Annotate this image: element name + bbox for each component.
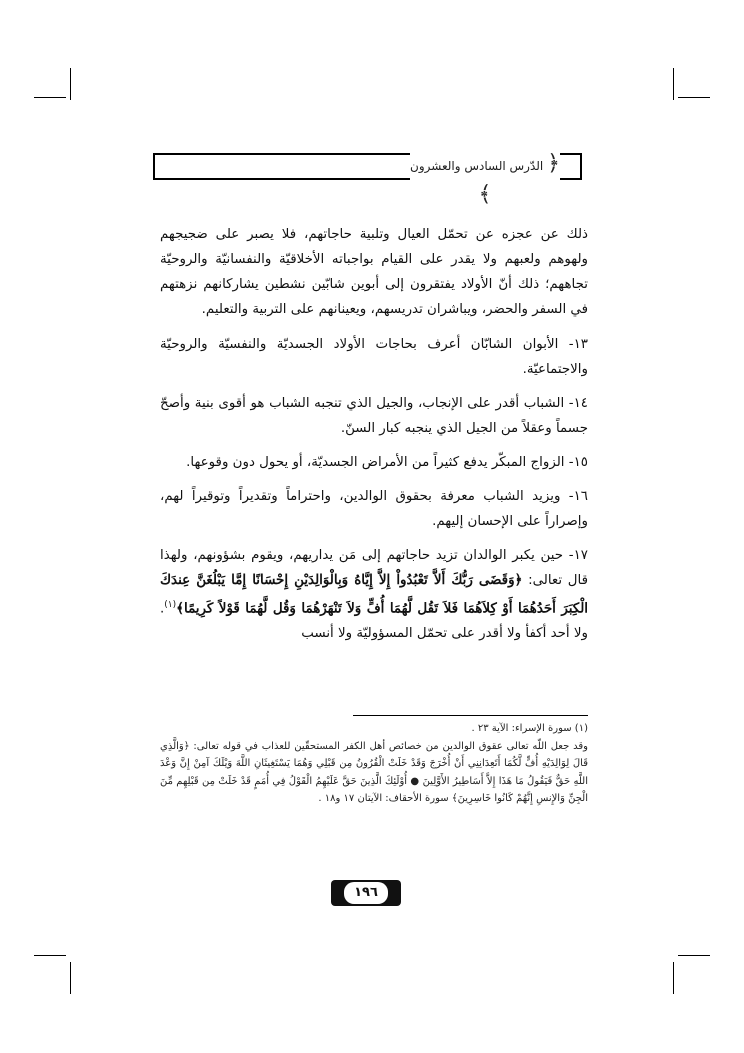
footnote-2-ref: سورة الأحقاف: الآيتان ١٧ و١٨ . [318,793,452,804]
crop-mark [70,68,71,100]
footnote-ref: (١) [164,600,177,610]
crop-mark [673,68,674,100]
crop-mark [678,955,710,956]
quran-verse: ﴿وَقَضَى رَبُّكَ أَلاَّ تَعْبُدُواْ إِلاَّ إِيَّاهُ وَبِالْوَالِدَيْنِ إِحْسَانًا إِمَّا يَبْلُغَنَّ عِندَكَ الْكِبَرَ أَحَدُهُمَا أَوْ كِلاَهُمَا فَلاَ تَقُل لَّهُمَا أُفٍّ وَلاَ تَنْهَرْهُمَا وَقُل لَّهُمَا قَوْلاً كَرِيمًا﴾ [160,572,588,617]
bracket-right: ﴿ [547,151,560,176]
paragraph-13: ١٣- الأبوان الشابّان أعرف بحاجات الأولاد الجسديّة والنفسيّة والروحيّة والاجتماعيّة. [160,337,588,377]
paragraph-17 [160,543,588,646]
paragraph-17-tail: . ولا أحد أكفأ ولا أقدر على تحمّل المسؤوليّة ولا أنسب [160,601,588,642]
crop-mark [673,962,674,994]
footnote-2 [160,738,588,808]
main-text [160,222,588,655]
lesson-title-box [410,151,560,207]
footnote-1: (١) سورة الإسراء: الآية ٢٣ . [471,723,588,734]
paragraph-16: ١٦- ويزيد الشباب معرفة بحقوق الوالدين، واحتراماً وتقديراً وتوقيراً لهم، وإصراراً على الإحسان إليهم. [160,489,588,529]
footnotes [160,720,588,808]
paragraph-17-intro: ١٧- حين يكبر الوالدان تزيد حاجاتهم إلى مَن يداريهم، ويقوم بشؤونهم، ولهذا قال تعالى: [160,548,588,588]
paragraph-15: ١٥- الزواج المبكّر يدفع كثيراً من الأمراض الجسديّة، أو يحول دون وقوعها. [186,455,588,470]
paragraph-14: ١٤- الشباب أقدر على الإنجاب، والجيل الذي تنجبه الشباب هو أقوى بنية وأصحّ جسماً وعقلاً من الجيل الذي ينجبه كبار السنّ. [160,396,588,436]
bracket-left: ﴾ [478,182,492,207]
crop-mark [34,955,66,956]
crop-mark [678,97,710,98]
page-number: ١٩٦ [344,882,388,904]
footnote-rule [353,715,588,716]
page-number-box [331,880,401,906]
footnote-2-intro: وقد جعل اللّه تعالى عقوق الوالدين من خصائص أهل الكفر المستحقّين للعذاب في قوله تعالى: [189,740,588,752]
footnote-verse: ﴿وَالَّذِي قَالَ لِوَالِدَيْهِ أُفٍّ لَّكُمَا أَتَعِدَانِنِي أَنْ أُخْرَجَ وَقَدْ خَلَتْ الْقُرُونُ مِن قَبْلِي وَهُمَا يَسْتَغِيثَانِ اللَّهَ وَيْلَكَ آمِنْ إِنَّ وَعْدَ اللَّهِ حَقٌّ فَيَقُولُ مَا هَذَا إِلاَّ أَسَاطِيرُ الأَوَّلِينَ ● أُوْلَئِكَ الَّذِينَ حَقَّ عَلَيْهِمُ الْقَوْلُ فِي أُمَمٍ قَدْ خَلَتْ مِن قَبْلِهِم مِّنَ الْجِنِّ وَالإِنسِ إِنَّهُمْ كَانُوا خَاسِرِينَ﴾ [160,740,588,804]
crop-mark [34,97,66,98]
lesson-title: الدّرس السادس والعشرون [410,159,544,173]
crop-mark [70,962,71,994]
paragraph-intro: ذلك عن عجزه عن تحمّل العيال وتلبية حاجاتهم، فلا يصبر على ضجيجهم ولهوهم ولعبهم ولا يقدر على القيام بواجباته الأخلاقيّة والنفسانيّة والروحيّة تجاههم؛ ذلك أنّ الأولاد يفتقرون إلى أبوين شابّين نشطين يشاركانهم نزهتهم في السفر والحضر، ويباشران تدريسهم، ويعينانهم على التربية والتعليم. [160,227,588,317]
